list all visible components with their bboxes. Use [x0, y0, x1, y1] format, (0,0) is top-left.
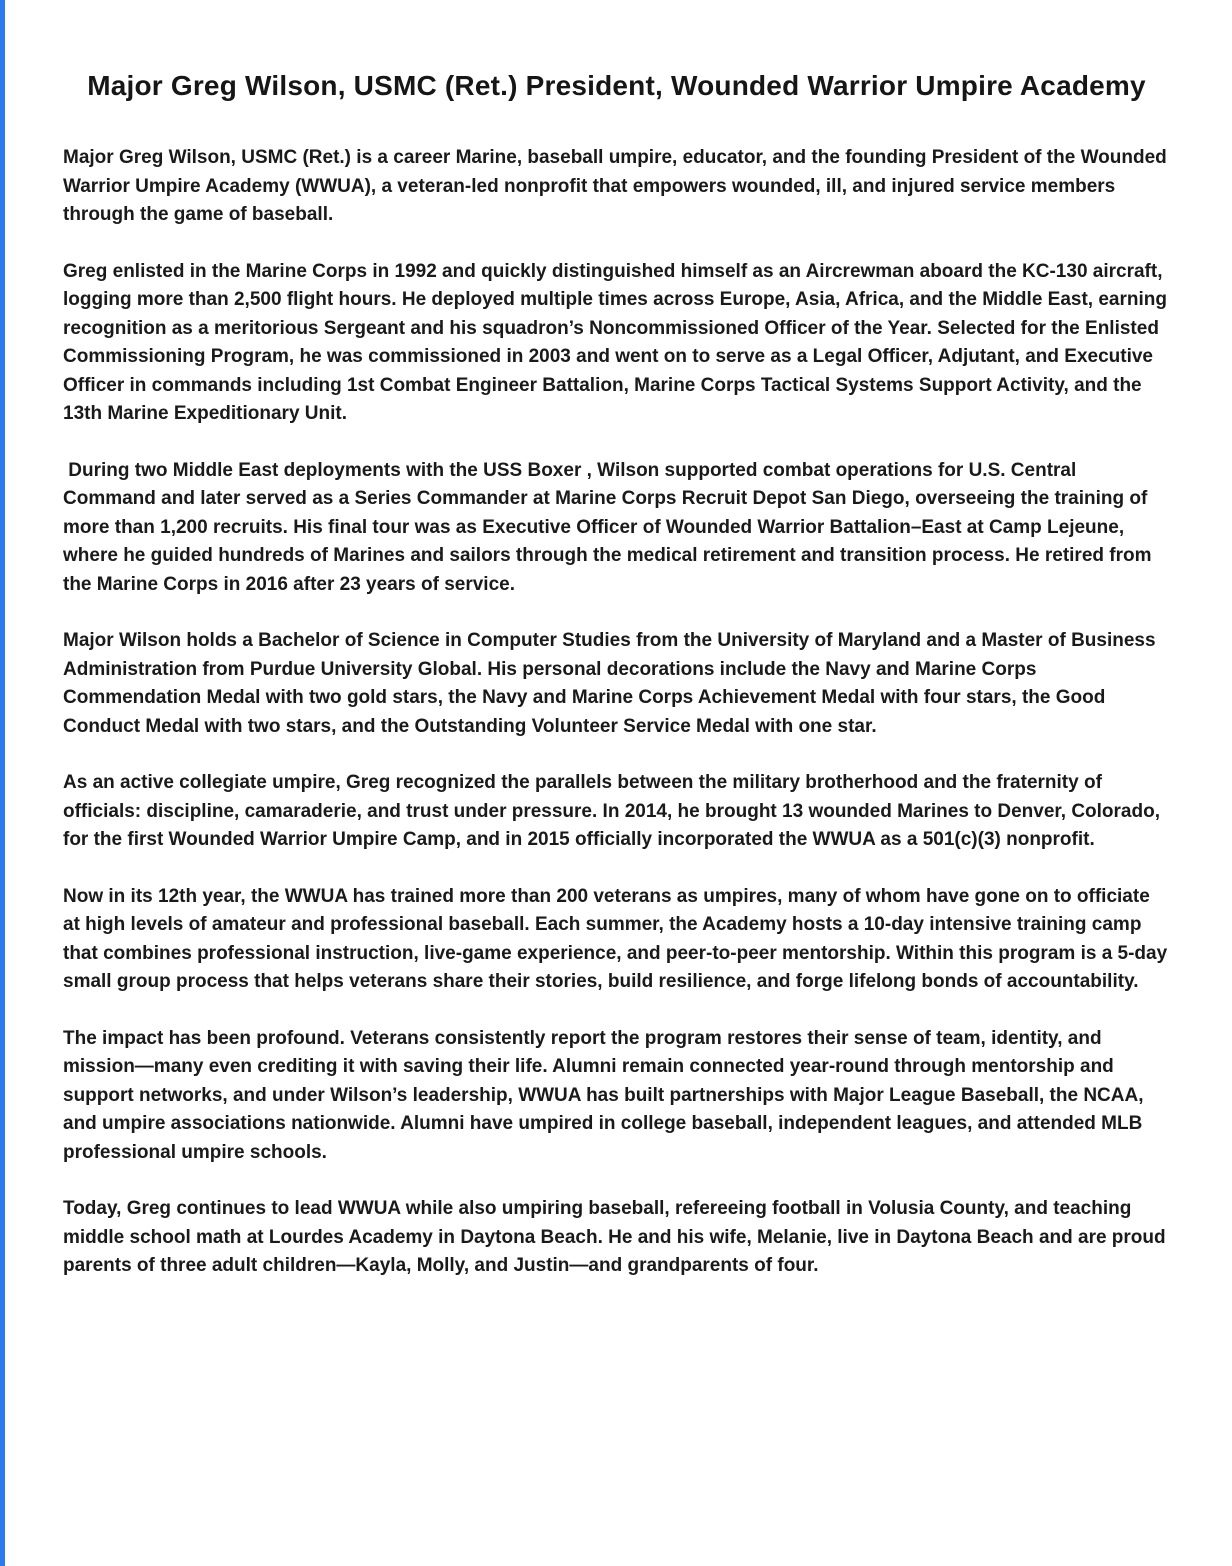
page-title: Major Greg Wilson, USMC (Ret.) President, Wounded Warrior Umpire Academy: [87, 70, 1146, 101]
deployments-retirement-paragraph: During two Middle East deployments with the USS Boxer , Wilson supported combat operations for U.S. Central Command and later served as a Series Commander at Marine Corps Recruit Depot San Diego, overseeing the training of more than 1,200 recruits. His final tour was as Executive Officer of Wounded Warrior Battalion–East at Camp Lejeune, where he guided hundreds of Marines and sailors through the medical retirement and transition process. He retired from the Marine Corps in 2016 after 23 years of service.: [63, 459, 1157, 595]
education-awards-paragraph: Major Wilson holds a Bachelor of Science in Computer Studies from the University of Maryland and a Master of Business Administration from Purdue University Global. His personal decorations include the Navy and Marine Corps Commendation Medal with two gold stars, the Navy and Marine Corps Achievement Medal with four stars, the Good Conduct Medal with two stars, and the Outstanding Volunteer Service Medal with one star.: [63, 630, 1161, 737]
impact-partnerships-paragraph: The impact has been profound. Veterans consistently report the program restores their sense of team, identity, and mission—many even crediting it with saving their life. Alumni remain connected year-round through mentorship and support networks, and under Wilson’s leadership, WWUA has built partnerships with Major League Baseball, the NCAA, and umpire associations nationwide. Alumni have umpired in college baseball, independent leagues, and attended MLB professional umpire schools.: [63, 1027, 1149, 1163]
enlistment-career-paragraph: Greg enlisted in the Marine Corps in 1992 and quickly distinguished himself as an Aircrewman aboard the KC-130 aircraft, logging more than 2,500 flight hours. He deployed multiple times across Europe, Asia, Africa, and the Middle East, earning recognition as a meritorious Sergeant and his squadron’s Noncommissioned Officer of the Year. Selected for the Enlisted Commissioning Program, he was commissioned in 2003 and went on to serve as a Legal Officer, Adjutant, and Executive Officer in commands including 1st Combat Engineer Battalion, Marine Corps Tactical Systems Support Activity, and the 13th Marine Expeditionary Unit.: [63, 260, 1173, 424]
left-accent-bar: [0, 0, 5, 1566]
wwua-founding-paragraph: As an active collegiate umpire, Greg recognized the parallels between the military brotherhood and the fraternity of officials: discipline, camaraderie, and trust under pressure. In 2014, he brought 13 wounded Marines to Denver, Colorado, for the first Wounded Warrior Umpire Camp, and in 2015 officially incorporated the WWUA as a 501(c)(3) nonprofit.: [63, 772, 1166, 850]
bio-intro-paragraph: Major Greg Wilson, USMC (Ret.) is a career Marine, baseball umpire, educator, and the founding President of the Wounded Warrior Umpire Academy (WWUA), a veteran-led nonprofit that empowers wounded, ill, and injured service members through the game of baseball.: [63, 147, 1173, 225]
academy-program-paragraph: Now in its 12th year, the WWUA has trained more than 200 veterans as umpires, many of whom have gone on to officiate at high levels of amateur and professional baseball. Each summer, the Academy hosts a 10-day intensive training camp that combines professional instruction, live-game experience, and peer-to-peer mentorship. Within this program is a 5-day small group process that helps veterans share their stories, build resilience, and forge lifelong bonds of accountability.: [63, 885, 1173, 992]
present-day-family-paragraph: Today, Greg continues to lead WWUA while also umpiring baseball, refereeing football in Volusia County, and teaching middle school math at Lourdes Academy in Daytona Beach. He and his wife, Melanie, live in Daytona Beach and are proud parents of three adult children—Kayla, Molly, and Justin—and grandparents of four.: [63, 1198, 1171, 1276]
